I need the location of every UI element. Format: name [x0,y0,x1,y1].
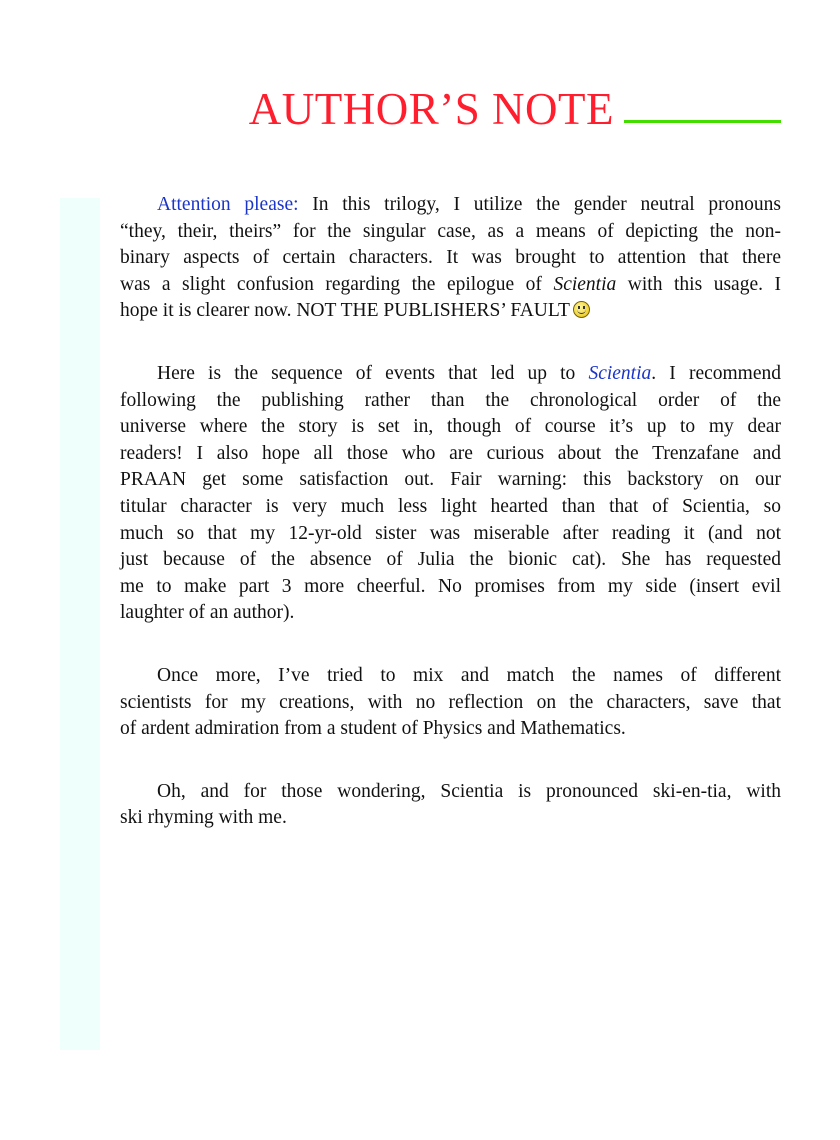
line [120,272,781,299]
text: with this usage. I [616,273,782,295]
line: binary aspects of certain characters. It was brought to attention that there [120,247,781,269]
line [120,192,781,219]
line: readers! I also hope all those who are curious about the Trenzafane and [120,442,781,464]
line: of ardent admiration from a student of Physics and Mathematics. [120,718,626,740]
line: laughter of an author). [120,602,295,624]
book-title: Scientia [553,273,617,295]
line [120,298,781,325]
line: scientists for my creations, with no reflection on the characters, save that [120,691,781,713]
paragraph-2 [120,361,781,627]
paragraph-4 [120,779,781,832]
line: titular character is very much less light hearted than that of Scientia, so [120,495,781,517]
text: was a slight confusion regarding the epilogue of [120,273,554,295]
line: PRAAN get some satisfaction out. Fair warning: this backstory on our [120,469,781,491]
text: . I recommend [651,362,781,384]
attention-label: Attention please: [157,194,299,215]
text: Here is the sequence of events that led up to [157,362,589,384]
line: following the publishing rather than the chronological order of the [120,389,781,411]
paragraph-3 [120,663,781,743]
text: hope it is clearer now. NOT THE PUBLISHERS’ FAULT [120,300,570,322]
margin-tint-bar [60,198,100,1050]
line: just because of the absence of Julia the bionic cat). She has requested [120,549,781,571]
book-title-link[interactable]: Scientia [588,362,652,384]
title-rule [624,120,781,123]
text: In this trilogy, I utilize the gender neutral pronouns [298,194,781,215]
line: Oh, and for those wondering, Scientia is pronounced ski-en-tia, with [157,780,781,802]
line: ski rhyming with me. [120,807,287,829]
paragraph-1 [120,192,781,325]
line: much so that my 12-yr-old sister was miserable after reading it (and not [120,522,781,544]
line: universe where the story is set in, though of course it’s up to my dear [120,416,781,438]
line: “they, their, theirs” for the singular case, as a means of depicting the non- [120,220,781,242]
page-title: AUTHOR’S NOTE [248,84,614,134]
smiley-icon [573,301,590,318]
body-text [120,192,781,868]
line: me to make part 3 more cheerful. No promises from my side (insert evil [120,575,781,597]
line: Once more, I’ve tried to mix and match the names of different [157,664,781,686]
line [120,361,781,388]
